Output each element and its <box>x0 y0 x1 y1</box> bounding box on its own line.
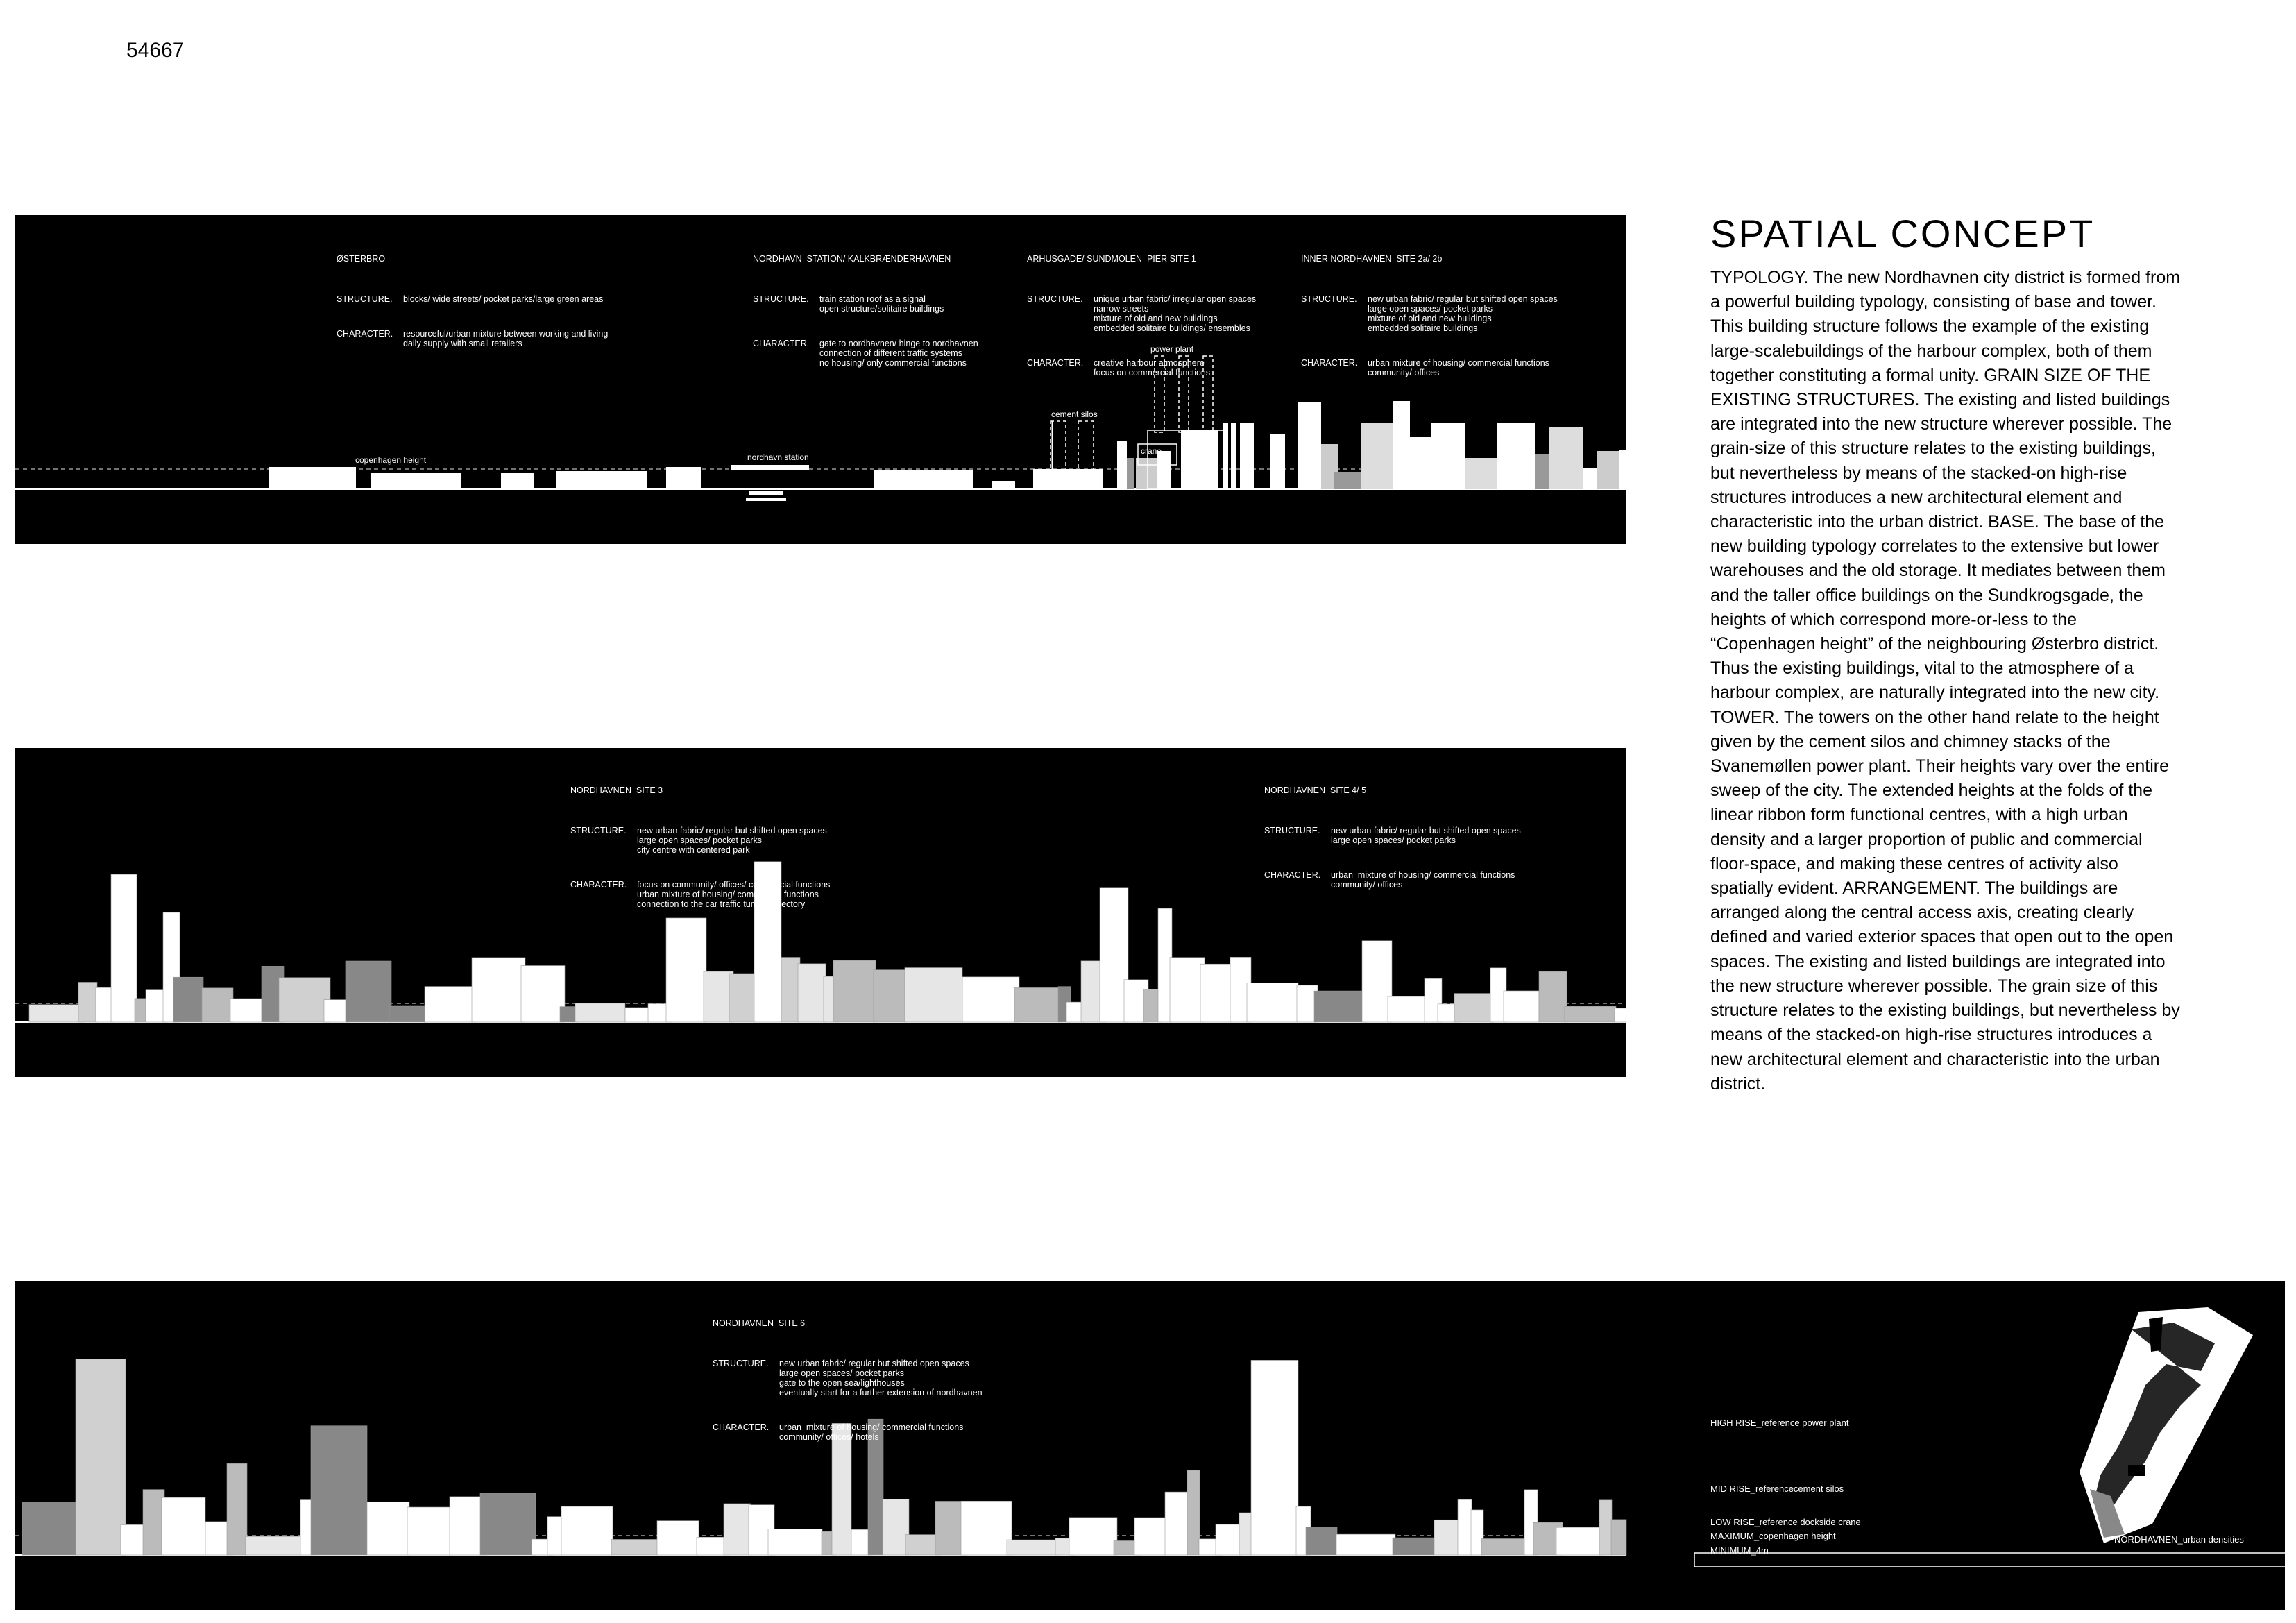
building-block <box>173 977 203 1022</box>
legend-mid-rise: MID RISE_referencecement silos <box>1710 1484 1844 1494</box>
building-block <box>227 1463 247 1555</box>
building-block <box>1216 1524 1242 1555</box>
label-cement-silos: cement silos <box>1051 409 1098 419</box>
label-power-plant: power plant <box>1150 344 1194 354</box>
building-block <box>1599 1500 1612 1555</box>
building-block <box>367 1502 409 1555</box>
skyline-elevation-3 <box>15 1281 2285 1610</box>
section-site-4-5: NORDHAVNEN SITE 4/ 5 STRUCTURE. new urban fabric/ regular but shifted open spaces large open spaces/ pocket parks CHARACTER. urban mixture of housing/ commercial functions community/ offices <box>1264 785 1521 890</box>
building-block <box>78 982 97 1022</box>
section-site-6: NORDHAVNEN SITE 6 STRUCTURE. new urban fabric/ regular but shifted open spaces large open spaces/ pocket parks gate to the open sea/lighthouses eventually start for a further extension of nordhavnen CHARACTER. urban mixture of housing/ commercial functions community/ offices/ hotels <box>713 1318 983 1442</box>
building-block <box>472 958 525 1022</box>
building-block <box>1434 1520 1459 1555</box>
building-block <box>1556 1527 1604 1555</box>
legend-low-rise: LOW RISE_reference dockside crane <box>1710 1517 1861 1527</box>
building-block <box>1615 1008 1626 1022</box>
building-block <box>1314 991 1367 1022</box>
building-block <box>1014 987 1062 1022</box>
building-block <box>246 1536 301 1555</box>
building-block <box>1611 1520 1626 1555</box>
label-nordhavn-station: nordhavn station <box>747 452 809 462</box>
building-block <box>1458 1499 1472 1555</box>
building-block <box>833 960 876 1022</box>
building-block <box>480 1493 536 1555</box>
building-block <box>279 978 330 1022</box>
building-block <box>1200 964 1232 1022</box>
elevation-panel-1 <box>15 215 1626 544</box>
spatial-concept-text <box>1710 212 2182 1096</box>
building-block <box>547 1517 561 1555</box>
legend-high-rise: HIGH RISE_reference power plant <box>1710 1418 1849 1428</box>
label-crane: crane <box>1141 446 1162 456</box>
building-block <box>1362 941 1392 1022</box>
section-osterbro: ØSTERBRO STRUCTURE. blocks/ wide streets/ pocket parks/large green areas CHARACTER. resourceful/urban mixture between working and living daily supply with small retailers <box>337 254 609 348</box>
building-block <box>874 970 908 1022</box>
building-block <box>1388 996 1426 1022</box>
building-block <box>1504 991 1539 1022</box>
building-block <box>29 1005 85 1022</box>
building-block <box>1539 971 1567 1022</box>
elevation-panel-3 <box>15 1281 2285 1610</box>
legend-minimum: MINIMUM_4m <box>1710 1545 1769 1556</box>
building-block <box>230 999 262 1022</box>
building-block <box>561 1506 613 1555</box>
building-block <box>162 1497 205 1555</box>
building-block <box>1247 983 1298 1022</box>
building-block <box>729 974 756 1022</box>
sheet-number: 54667 <box>126 39 185 62</box>
building-block <box>1007 1540 1059 1555</box>
building-block <box>425 987 477 1022</box>
building-block <box>202 988 233 1022</box>
building-block <box>1393 1538 1434 1555</box>
concept-body: TYPOLOGY. The new Nordhavnen city district is formed from a powerful building typology, consisting of base and tower. This building structure follows the example of the existing large-scalebuildings of the harbour complex, both of them together constituting a formal unity. GRAIN SIZE OF THE EXISTING STRUCTURES. The existing and listed buildings are integrated into the new structure wherever possible. The grain-size of this structure relates to the existing buildings, but nevertheless by means of the stacked-on high-rise structures introduces a new architectural element and characteristic into the urban district. BASE. The base of the new building typology correlates to the extensive but lower warehouses and the old storage. It mediates between them and the taller office buildings on the Sundkrogsgade, the heights of which correspond more-or-less to the “Copenhagen height” of the neighbouring Østerbro district. Thus the existing buildings, vital to the atmosphere of a harbour complex, are naturally integrated into the new city. TOWER. The towers on the other hand relate to the height given by the cement silos and chimney stacks of the Svanemøllen power plant. Their heights vary over the entire sweep of the city. The extended heights at the folds of the linear ribbon form functional centres, with a high urban density and a larger proportion of public and commercial floor-space, and making these centres of activity also spatially evident. ARRANGEMENT. The buildings are arranged along the central access axis, creating clearly defined and varied exterior spaces that open out to the open spaces. The existing and listed buildings are integrated into the new structure wherever possible. The grain size of this structure relates to the existing buildings, but nevertheless by means of the stacked-on high-rise structures introduces a new architectural element and characteristic into the urban district. <box>1710 268 2181 1094</box>
label-copenhagen-height: copenhagen height <box>355 455 427 465</box>
building-block <box>389 1006 427 1022</box>
page-title: SPATIAL CONCEPT <box>1710 212 2095 255</box>
section-inner-nordhavnen: INNER NORDHAVNEN SITE 2a/ 2b STRUCTURE. new urban fabric/ regular but shifted open spaces large open spaces/ pocket parks mixture of old and new buildings embedded solitaire buildings CHARACTER. urban mixture of housing/ commercial functions community/ offices <box>1301 254 1558 377</box>
building-block <box>905 968 962 1022</box>
building-block <box>311 1426 367 1555</box>
building-block <box>1134 1518 1166 1555</box>
building-block <box>521 966 565 1022</box>
building-block <box>1454 994 1494 1022</box>
building-block <box>1069 1518 1117 1555</box>
building-block <box>1165 1492 1187 1555</box>
building-block <box>143 1490 164 1555</box>
legend-maximum: MAXIMUM_copenhagen height <box>1710 1531 1836 1541</box>
building-block <box>1565 1006 1616 1022</box>
building-block <box>1170 958 1205 1022</box>
map-caption: NORDHAVNEN_urban densities <box>2114 1534 2244 1545</box>
building-block <box>111 874 137 1022</box>
building-block <box>407 1507 452 1555</box>
section-nordhavn-station: NORDHAVN STATION/ KALKBRÆNDERHAVNEN STRUCTURE. train station roof as a signal open structure/solitaire buildings CHARACTER. gate to nordhavnen/ hinge to nordhavnen connection of different traffic systems no housing/ only commercial functions <box>753 254 978 368</box>
building-block <box>704 971 733 1022</box>
building-block <box>611 1539 658 1555</box>
building-block <box>883 1499 909 1555</box>
building-block <box>1187 1470 1200 1555</box>
section-site-3: NORDHAVNEN SITE 3 STRUCTURE. new urban fabric/ regular but shifted open spaces large open spaces/ pocket parks city centre with centered park CHARACTER. focus on community/ offices/ commercial functions urban mixture of housing/ commercial functions connection to the car traffic tunnel trajectory <box>570 785 831 909</box>
building-block <box>724 1504 751 1555</box>
building-block <box>575 1003 625 1022</box>
building-block <box>76 1359 126 1555</box>
building-block <box>798 964 826 1022</box>
building-block <box>625 1008 649 1022</box>
building-block <box>657 1521 699 1555</box>
nordhavnen-density-map <box>2080 1307 2253 1543</box>
building-block <box>1336 1534 1395 1555</box>
building-block <box>22 1502 79 1555</box>
building-block <box>1481 1538 1526 1555</box>
building-block <box>781 958 800 1022</box>
section-pier-site-1: ARHUSGADE/ SUNDMOLEN PIER SITE 1 STRUCTURE. unique urban fabric/ irregular open spaces narrow streets mixture of old and new buildings embedded solitaire buildings/ ensembles CHARACTER. creative harbour atmosphere focus on commercial functions <box>1027 254 1257 377</box>
building-block <box>961 1501 1012 1555</box>
building-block <box>1306 1527 1337 1555</box>
building-block <box>1239 1513 1252 1555</box>
building-block <box>346 961 391 1022</box>
building-block <box>1251 1360 1298 1555</box>
building-block <box>962 977 1019 1022</box>
elevation-panel-2 <box>15 748 1626 1077</box>
building-block <box>768 1529 822 1555</box>
